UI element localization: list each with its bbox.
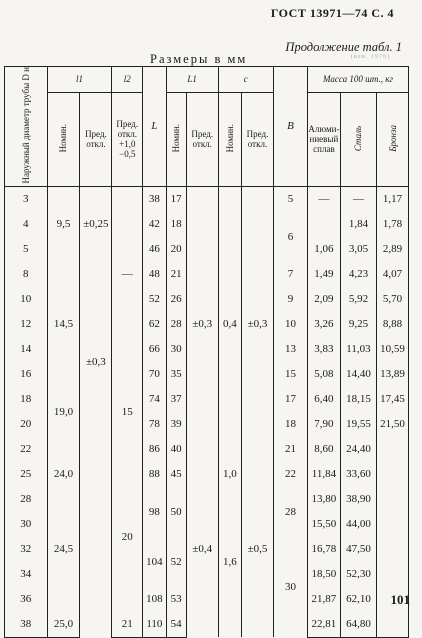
table-cell: 8: [5, 262, 48, 287]
table-cell: 6,40: [307, 387, 340, 412]
table-cell: 13,89: [377, 362, 409, 387]
table-cell: 33,60: [340, 462, 376, 487]
table-cell: 3,05: [340, 237, 376, 262]
table-cell: 30: [273, 537, 307, 638]
table-cell: 30: [5, 512, 48, 537]
table-cell: 1,78: [377, 212, 409, 237]
table-cell: 20: [5, 412, 48, 437]
table-cell: ±0,25: [80, 186, 112, 262]
table-cell: 32: [5, 537, 48, 562]
table-cell: 3: [5, 186, 48, 212]
table-cell: 5: [5, 237, 48, 262]
col-outer-diameter: [5, 67, 48, 187]
table-cell: 42: [143, 212, 166, 237]
table-cell: 8,60: [307, 437, 340, 462]
table-cell: 19,0: [47, 362, 80, 462]
sizes-title: Размеры в мм: [150, 52, 248, 66]
col-L1-tol: Пред. откл.: [186, 92, 218, 186]
table-cell: 11,84: [307, 462, 340, 487]
table-cell: [377, 562, 409, 587]
table-cell: 17: [273, 387, 307, 412]
table-cell: 0,4: [218, 186, 241, 462]
col-c: c: [218, 67, 273, 93]
table-cell: 53: [166, 587, 186, 612]
table-cell: 2,89: [377, 237, 409, 262]
table-cell: 104: [143, 537, 166, 587]
table-cell: 66: [143, 337, 166, 362]
table-cell: 15: [273, 362, 307, 387]
table-cell: 7,90: [307, 412, 340, 437]
table-cell: 17,45: [377, 387, 409, 412]
table-cell: 15,50: [307, 512, 340, 537]
table-cell: 25,0: [47, 612, 80, 638]
table-cell: 21: [166, 262, 186, 287]
table-cell: 22: [5, 437, 48, 462]
table-continuation-label: Продолжение табл. 1: [285, 40, 402, 54]
page-number: 101: [390, 592, 410, 607]
table-cell: 3,83: [307, 337, 340, 362]
table-cell: 19,55: [340, 412, 376, 437]
table-cell: [47, 262, 80, 287]
table-cell: 18,50: [307, 562, 340, 587]
table-cell: 24,40: [340, 437, 376, 462]
table-cell: 46: [143, 237, 166, 262]
header-label: Сталь: [353, 125, 364, 151]
table-cell: 14,40: [340, 362, 376, 387]
table-cell: 54: [166, 612, 186, 638]
table-cell: 25: [5, 462, 48, 487]
table-cell: 6: [273, 212, 307, 262]
table-cell: 88: [143, 462, 166, 487]
table-cell: 10,59: [377, 337, 409, 362]
table-cell: 5: [273, 186, 307, 212]
table-cell: 10: [5, 287, 48, 312]
table-cell: ±0,3: [242, 186, 274, 462]
table-cell: [377, 487, 409, 512]
table-cell: ±0,3: [186, 186, 218, 462]
table-cell: 52,30: [340, 562, 376, 587]
table-cell: 28: [166, 312, 186, 337]
table-cell: 52: [143, 287, 166, 312]
table-cell: —: [112, 186, 143, 362]
table-cell: 1,6: [218, 487, 241, 638]
table-row: [5, 186, 409, 212]
header-label: Бронза: [387, 124, 398, 152]
table-cell: 20: [166, 237, 186, 262]
table-cell: —: [307, 186, 340, 212]
table-cell: 98: [143, 487, 166, 537]
table-cell: 78: [143, 412, 166, 437]
table-cell: 48: [143, 262, 166, 287]
table-cell: 22: [273, 462, 307, 487]
col-c-tol: Пред. откл.: [242, 92, 274, 186]
table-cell: 7: [273, 262, 307, 287]
col-mass: Масса 100 шт., кг: [307, 67, 408, 93]
header-label: Номин.: [58, 124, 69, 153]
table-cell: 16,78: [307, 537, 340, 562]
table-cell: 38: [5, 612, 48, 638]
table-cell: 9,25: [340, 312, 376, 337]
table-cell: 18: [5, 387, 48, 412]
table-cell: 18: [273, 412, 307, 437]
table-cell: 35: [166, 362, 186, 387]
table-row: [5, 462, 409, 487]
table-cell: 74: [143, 387, 166, 412]
table-cell: 21: [112, 612, 143, 638]
table-cell: 16: [5, 362, 48, 387]
table-cell: 52: [166, 537, 186, 587]
table-cell: [377, 537, 409, 562]
table-cell: 24,5: [47, 487, 80, 612]
table-cell: 62: [143, 312, 166, 337]
table-cell: 38: [143, 186, 166, 212]
header-label: Номин.: [224, 124, 235, 153]
col-L1: L1: [166, 67, 218, 93]
col-L: L: [143, 67, 166, 187]
table-cell: 4: [5, 212, 48, 237]
table-cell: 1,49: [307, 262, 340, 287]
table-cell: 5,08: [307, 362, 340, 387]
table-cell: ±0,4: [186, 462, 218, 638]
table-cell: 44,00: [340, 512, 376, 537]
table-cell: 9: [273, 287, 307, 312]
table-cell: 18: [166, 212, 186, 237]
table-cell: [377, 462, 409, 487]
table-cell: 21,87: [307, 587, 340, 612]
table-cell: 12: [5, 312, 48, 337]
table-cell: 10: [273, 312, 307, 337]
table-cell: [307, 212, 340, 237]
col-l1-tol: Пред. откл.: [80, 92, 112, 186]
table-cell: 50: [166, 487, 186, 537]
table-cell: 28: [273, 487, 307, 537]
col-B: B: [273, 67, 307, 187]
document-header: ГОСТ 13971—74 С. 4: [270, 6, 394, 20]
table-cell: 14,5: [47, 287, 80, 362]
table-cell: 9,5: [47, 186, 80, 262]
header-label: Наружный диаметр трубы D н: [20, 67, 31, 184]
table-cell: 17: [166, 186, 186, 212]
col-L1-nom: [166, 92, 186, 186]
table-cell: 37: [166, 387, 186, 412]
table-cell: 20: [112, 462, 143, 612]
table-cell: 1,0: [218, 462, 241, 487]
table-cell: 18,15: [340, 387, 376, 412]
col-l2: l2: [112, 67, 143, 93]
table-cell: 5,92: [340, 287, 376, 312]
table-cell: 1,17: [377, 186, 409, 212]
table-cell: 39: [166, 412, 186, 437]
table-cell: [80, 462, 112, 638]
table-cell: 13,80: [307, 487, 340, 512]
col-c-nom: [218, 92, 241, 186]
table-cell: [377, 437, 409, 462]
table-cell: 15: [112, 362, 143, 462]
header-label: Номин.: [171, 124, 182, 153]
table-cell: 3,26: [307, 312, 340, 337]
table-cell: ±0,3: [80, 262, 112, 462]
table-cell: 28: [5, 487, 48, 512]
table-cell: 24,0: [47, 462, 80, 487]
table-cell: [377, 612, 409, 638]
table-cell: 1,06: [307, 237, 340, 262]
table-cell: 45: [166, 462, 186, 487]
table-cell: 40: [166, 437, 186, 462]
table-cell: 62,10: [340, 587, 376, 612]
table-cell: 26: [166, 287, 186, 312]
table-cell: 4,07: [377, 262, 409, 287]
col-mass-alu: Алюми- ниевый сплав: [307, 92, 340, 186]
table-cell: 21,50: [377, 412, 409, 437]
table-cell: 1,84: [340, 212, 376, 237]
col-mass-bronze: [377, 92, 409, 186]
table-cell: 2,09: [307, 287, 340, 312]
table-cell: 36: [5, 587, 48, 612]
table-cell: 64,80: [340, 612, 376, 638]
table-cell: 47,50: [340, 537, 376, 562]
table-cell: 8,88: [377, 312, 409, 337]
table-cell: 11,03: [340, 337, 376, 362]
table-cell: 30: [166, 337, 186, 362]
col-l2-tol: Пред. откл. +1,0 −0,5: [112, 92, 143, 186]
table-cell: [377, 512, 409, 537]
table-cell: ±0,5: [242, 462, 274, 638]
dimensions-table: [4, 66, 409, 638]
table-cell: 86: [143, 437, 166, 462]
table-cell: 14: [5, 337, 48, 362]
table-cell: 110: [143, 612, 166, 638]
col-mass-steel: [340, 92, 376, 186]
col-l1: l1: [47, 67, 112, 93]
table-cell: 22,81: [307, 612, 340, 638]
table-cell: 13: [273, 337, 307, 362]
table-cell: 38,90: [340, 487, 376, 512]
table-cell: 5,70: [377, 287, 409, 312]
table-cell: —: [340, 186, 376, 212]
table-cell: 34: [5, 562, 48, 587]
table-cell: 108: [143, 587, 166, 612]
table-cell: 4,23: [340, 262, 376, 287]
table-cell: 70: [143, 362, 166, 387]
faded-annotation: (изм. 1976): [350, 54, 390, 60]
table-cell: 21: [273, 437, 307, 462]
col-l1-nom: [47, 92, 80, 186]
